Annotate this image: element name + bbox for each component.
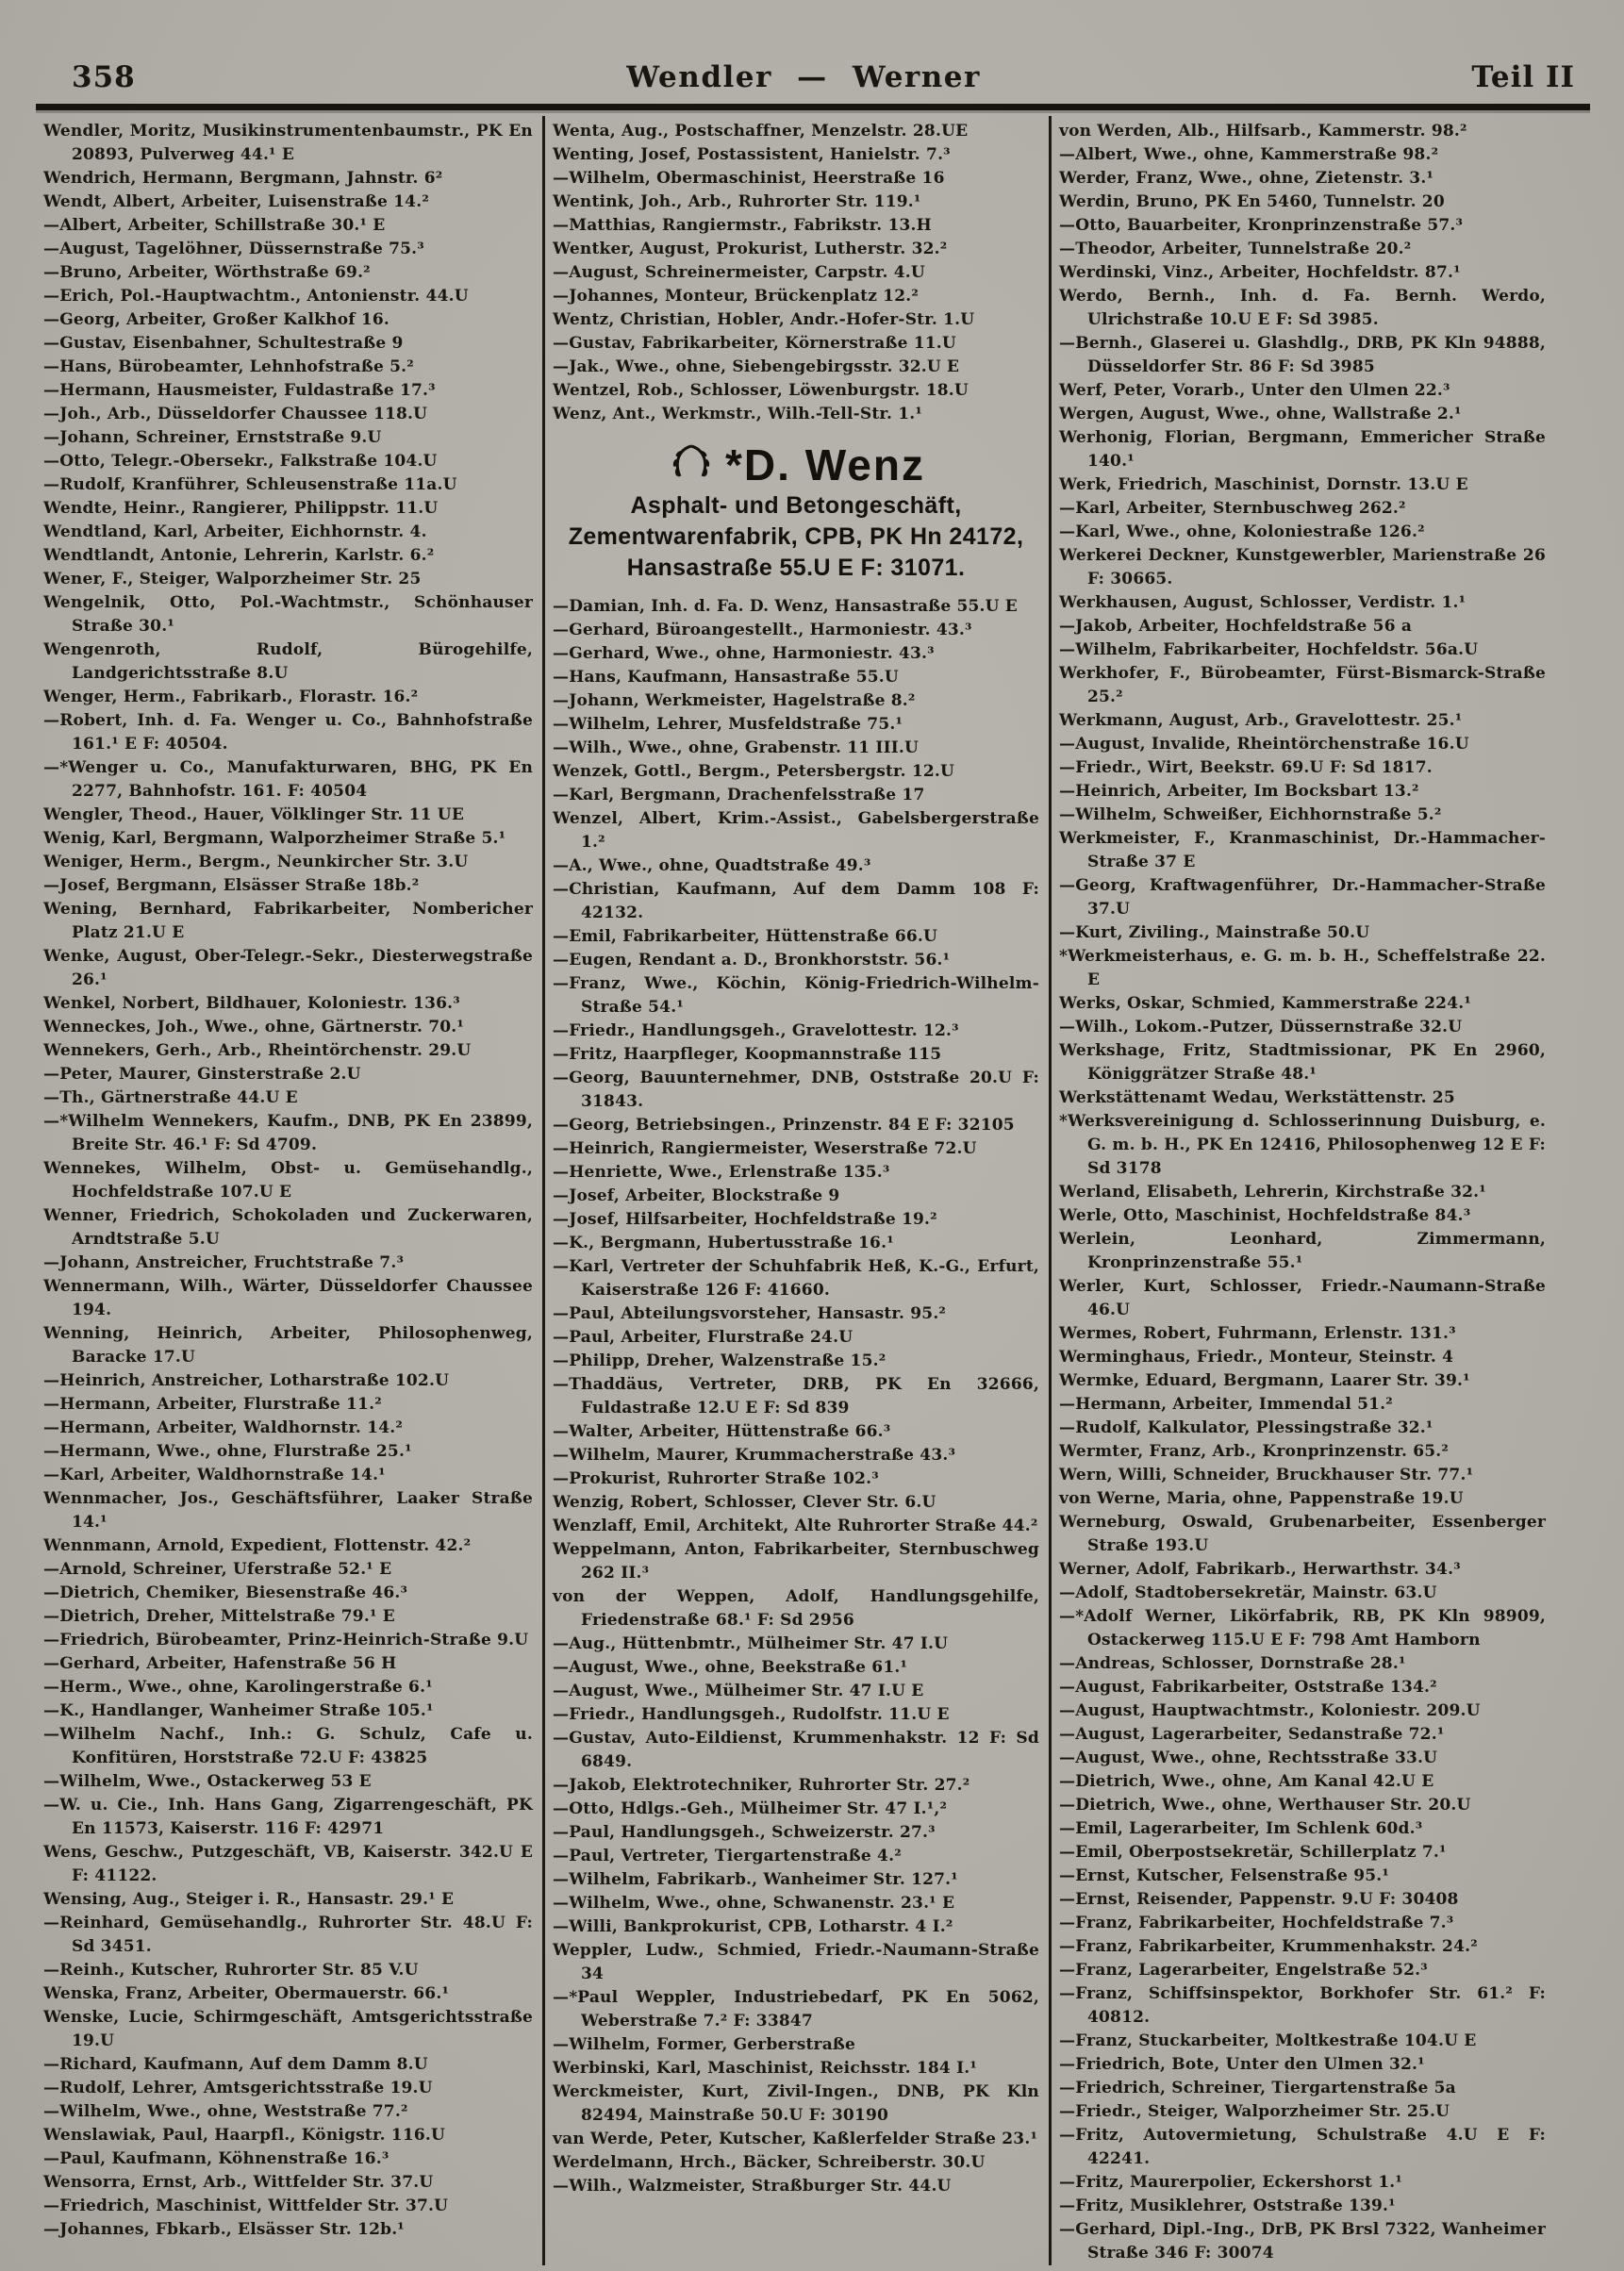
directory-entry: —Eugen, Rendant a. D., Bronkhorststr. 56.¹	[553, 951, 951, 970]
directory-entry: —Henriette, Wwe., Erlenstraße 135.³	[553, 1163, 890, 1182]
directory-entry: Werdelmann, Hrch., Bäcker, Schreiberstr. 30.U	[553, 2153, 986, 2172]
directory-entry: —Wilhelm, Former, Gerberstraße	[553, 2035, 856, 2054]
directory-entry: —Franz, Stuckarbeiter, Moltkestraße 104.U E	[1059, 2031, 1477, 2050]
directory-entry: —August, Schreinermeister, Carpstr. 4.U	[553, 263, 925, 282]
column-3	[1049, 116, 1555, 2265]
directory-entry: —Fritz, Haarpfleger, Koopmannstraße 115	[553, 1045, 942, 1064]
directory-entry: Wenslawiak, Paul, Haarpfl., Königstr. 116.U	[43, 2126, 446, 2145]
advert-d-wenz	[556, 439, 1036, 584]
directory-entry: Wenning, Heinrich, Arbeiter, Philosophenweg, Baracke 17.U	[43, 1324, 533, 1367]
directory-entry: —Wilhelm, Lehrer, Musfeldstraße 75.¹	[553, 715, 903, 734]
directory-entry: —Rudolf, Kranführer, Schleusenstraße 11a.U	[43, 475, 457, 494]
directory-entry: —*Wenger u. Co., Manufakturwaren, BHG, PK En 2277, Bahnhofstr. 161. F: 40504	[43, 758, 533, 801]
directory-entry: —Prokurist, Ruhrorter Straße 102.³	[553, 1469, 879, 1488]
directory-entry: —Kurt, Ziviling., Mainstraße 50.U	[1059, 923, 1370, 942]
directory-entry: —Heinrich, Rangiermeister, Weserstraße 72.U	[553, 1139, 977, 1158]
directory-entry: Wenger, Herm., Fabrikarb., Florastr. 16.²	[43, 688, 419, 706]
directory-entry: —August, Wwe., ohne, Rechtsstraße 33.U	[1059, 1749, 1438, 1767]
column-2-entries-bottom	[553, 595, 1039, 2198]
directory-entry: —Hermann, Wwe., ohne, Flurstraße 25.¹	[43, 1442, 412, 1461]
directory-entry: —August, Wwe., ohne, Beekstraße 61.¹	[553, 1658, 908, 1677]
directory-entry: Werder, Franz, Wwe., ohne, Zietenstr. 3.¹	[1059, 169, 1434, 188]
directory-entry: —August, Hauptwachtmstr., Koloniestr. 209.U	[1059, 1701, 1481, 1720]
directory-entry: —Wilh., Wwe., ohne, Grabenstr. 11 III.U	[553, 738, 920, 757]
column-1	[36, 116, 542, 2265]
directory-entry: Wenig, Karl, Bergmann, Walporzheimer Straße 5.¹	[43, 829, 506, 848]
directory-entry: Wermke, Eduard, Bergmann, Laarer Str. 39.¹	[1059, 1371, 1470, 1390]
advert-line: Zementwarenfabrik, CPB, PK Hn 24172,	[568, 523, 1024, 550]
directory-entry: —Franz, Fabrikarbeiter, Krummenhakstr. 24.²	[1059, 1937, 1478, 1956]
laurel-wreath-icon	[667, 440, 716, 489]
directory-entry: —August, Tagelöhner, Düssernstraße 75.³	[43, 240, 424, 258]
directory-entry: Wenske, Lucie, Schirmgeschäft, Amtsgerichtsstraße 19.U	[43, 2008, 533, 2050]
directory-entry: —Franz, Wwe., Köchin, König-Friedrich-Wilhelm-Straße 54.¹	[553, 974, 1039, 1017]
directory-entry: —Th., Gärtnerstraße 44.U E	[43, 1088, 298, 1107]
directory-entry: —Johann, Schreiner, Ernststraße 9.U	[43, 428, 382, 447]
directory-entry: —Albert, Arbeiter, Schillstraße 30.¹ E	[43, 216, 386, 235]
directory-entry: —August, Invalide, Rheintörchenstraße 16.U	[1059, 735, 1469, 754]
directory-entry: Werdin, Bruno, PK En 5460, Tunnelstr. 20	[1059, 192, 1445, 211]
directory-entry: —K., Handlanger, Wanheimer Straße 105.¹	[43, 1701, 434, 1720]
directory-entry: —Otto, Hdlgs.-Geh., Mülheimer Str. 47 I.¹,²	[553, 1799, 948, 1818]
directory-entry: —Paul, Abteilungsvorsteher, Hansastr. 95.²	[553, 1304, 947, 1323]
directory-entry: Wendt, Albert, Arbeiter, Luisenstraße 14.²	[43, 192, 429, 211]
directory-entry: —Wilhelm, Wwe., ohne, Weststraße 77.²	[43, 2102, 408, 2121]
column-3-entries	[1059, 120, 1546, 2265]
advert-title: *D. Wenz	[725, 440, 925, 489]
directory-entry: —August, Fabrikarbeiter, Oststraße 134.²	[1059, 1678, 1437, 1697]
directory-entry: —Otto, Telegr.-Obersekr., Falkstraße 104.U	[43, 452, 438, 471]
directory-entry: Wennekers, Gerh., Arb., Rheintörchenstr. 29.U	[43, 1041, 472, 1060]
directory-entry: —Wilhelm, Maurer, Krummacherstraße 43.³	[553, 1446, 956, 1465]
directory-entry: —Rudolf, Kalkulator, Plessingstraße 32.¹	[1059, 1418, 1433, 1437]
directory-entry: —Josef, Bergmann, Elsässer Straße 18b.²	[43, 876, 420, 895]
directory-entry: Werkerei Deckner, Kunstgewerbler, Marienstraße 26 F: 30665.	[1059, 546, 1546, 588]
directory-entry: —Bernh., Glaserei u. Glashdlg., DRB, PK Kln 94888, Düsseldorfer Str. 86 F: Sd 3985	[1059, 334, 1546, 376]
directory-entry: —August, Wwe., Mülheimer Str. 47 I.U E	[553, 1682, 924, 1700]
directory-entry: —Paul, Kaufmann, Köhnenstraße 16.³	[43, 2149, 389, 2168]
directory-entry: Werlein, Leonhard, Zimmermann, Kronprinzenstraße 55.¹	[1059, 1230, 1546, 1272]
directory-entry: Wennermann, Wilh., Wärter, Düsseldorfer Chaussee 194.	[43, 1277, 533, 1319]
directory-entry: —Albert, Wwe., ohne, Kammerstraße 98.²	[1059, 145, 1439, 164]
directory-entry: Wenkel, Norbert, Bildhauer, Koloniestr. 136.³	[43, 994, 460, 1013]
directory-entry: —Walter, Arbeiter, Hüttenstraße 66.³	[553, 1422, 891, 1441]
directory-entry: Wendte, Heinr., Rangierer, Philippstr. 11.U	[43, 499, 439, 518]
directory-entry: —Friedr., Wirt, Beekstr. 69.U F: Sd 1817.	[1059, 758, 1433, 777]
directory-entry: —Johann, Anstreicher, Fruchtstraße 7.³	[43, 1253, 405, 1272]
directory-entry: Werle, Otto, Maschinist, Hochfeldstraße 84.³	[1059, 1206, 1471, 1225]
directory-entry: Werler, Kurt, Schlosser, Friedr.-Naumann-Straße 46.U	[1059, 1277, 1546, 1319]
directory-entry: —Paul, Handlungsgeh., Schweizerstr. 27.³	[553, 1823, 936, 1842]
directory-entry: —Jakob, Arbeiter, Hochfeldstraße 56 a	[1059, 617, 1413, 636]
directory-entry: —August, Lagerarbeiter, Sedanstraße 72.¹	[1059, 1725, 1445, 1744]
directory-entry: —Richard, Kaufmann, Auf dem Damm 8.U	[43, 2055, 428, 2074]
directory-entry: Wentink, Joh., Arb., Ruhrorter Str. 119.¹	[553, 192, 921, 211]
directory-entry: —Dietrich, Dreher, Mittelstraße 79.¹ E	[43, 1607, 395, 1626]
directory-entry: Wening, Bernhard, Fabrikarbeiter, Nombericher Platz 21.U E	[43, 900, 533, 942]
directory-entry: —Josef, Hilfsarbeiter, Hochfeldstraße 19.²	[553, 1210, 937, 1229]
directory-entry: —Hermann, Hausmeister, Fuldastraße 17.³	[43, 381, 436, 400]
directory-entry: —Emil, Fabrikarbeiter, Hüttenstraße 66.U	[553, 927, 938, 946]
directory-entry: Werckmeister, Kurt, Zivil-Ingen., DNB, PK Kln 82494, Mainstraße 50.U F: 30190	[553, 2082, 1039, 2125]
directory-entry: —Otto, Bauarbeiter, Kronprinzenstraße 57.³	[1059, 216, 1464, 235]
directory-entry: —Robert, Inh. d. Fa. Wenger u. Co., Bahnhofstraße 161.¹ E F: 40504.	[43, 711, 533, 754]
directory-entry: —Georg, Bauunternehmer, DNB, Oststraße 20.U F: 31843.	[553, 1069, 1039, 1111]
directory-entry: —Hermann, Arbeiter, Waldhornstr. 14.²	[43, 1418, 403, 1437]
directory-entry: Werf, Peter, Vorarb., Unter den Ulmen 22.³	[1059, 381, 1450, 400]
directory-entry: Werk, Friedrich, Maschinist, Dornstr. 13.U E	[1059, 475, 1468, 494]
directory-entry: —Wilhelm, Fabrikarbeiter, Hochfeldstr. 56a.U	[1059, 640, 1479, 659]
directory-entry: Werdo, Bernh., Inh. d. Fa. Bernh. Werdo, Ulrichstraße 10.U E F: Sd 3985.	[1059, 287, 1546, 329]
directory-entry: von Werden, Alb., Hilfsarb., Kammerstr. 98.²	[1059, 122, 1467, 141]
directory-entry: —A., Wwe., ohne, Quadtstraße 49.³	[553, 856, 871, 875]
directory-entry: —Jakob, Elektrotechniker, Ruhrorter Str. 27.²	[553, 1776, 970, 1795]
directory-entry: —Dietrich, Wwe., ohne, Am Kanal 42.U E	[1059, 1772, 1434, 1791]
directory-entry: —Hans, Bürobeamter, Lehnhofstraße 5.²	[43, 357, 414, 376]
directory-entry: Wentker, August, Prokurist, Lutherstr. 32.²	[553, 240, 948, 258]
directory-entry: —Dietrich, Wwe., ohne, Werthauser Str. 20.U	[1059, 1796, 1471, 1815]
directory-entry: —Peter, Maurer, Ginsterstraße 2.U	[43, 1065, 361, 1084]
directory-entry: Wenzel, Albert, Krim.-Assist., Gabelsbergerstraße 1.²	[553, 809, 1039, 852]
directory-entry: —Johann, Werkmeister, Hagelstraße 8.²	[553, 691, 916, 710]
directory-entry: Werkmeister, F., Kranmaschinist, Dr.-Hammacher-Straße 37 E	[1059, 829, 1546, 871]
directory-entry: —Gustav, Eisenbahner, Schultestraße 9	[43, 334, 404, 353]
directory-entry: —Heinrich, Anstreicher, Lotharstraße 102.U	[43, 1371, 450, 1390]
directory-entry: —Friedr., Steiger, Walporzheimer Str. 25.U	[1059, 2102, 1450, 2121]
directory-entry: Wenta, Aug., Postschaffner, Menzelstr. 28.UE	[553, 122, 969, 141]
directory-entry: —Arnold, Schreiner, Uferstraße 52.¹ E	[43, 1560, 392, 1579]
directory-entry: von der Weppen, Adolf, Handlungsgehilfe, Friedenstraße 68.¹ F: Sd 2956	[553, 1587, 1039, 1630]
directory-entry: Wener, F., Steiger, Walporzheimer Str. 25	[43, 570, 422, 588]
directory-entry: —Franz, Fabrikarbeiter, Hochfeldstraße 7.³	[1059, 1914, 1454, 1932]
directory-entry: —Georg, Betriebsingen., Prinzenstr. 84 E F: 32105	[553, 1116, 1015, 1135]
page-title: Wendler — Werner	[626, 60, 981, 94]
directory-entry: Werkhausen, August, Schlosser, Verdistr. 1.¹	[1059, 593, 1467, 612]
directory-entry: —Friedrich, Maschinist, Wittfelder Str. 37.U	[43, 2196, 449, 2215]
page-header	[36, 34, 1590, 104]
directory-entry: —Karl, Arbeiter, Waldhornstraße 14.¹	[43, 1466, 386, 1484]
directory-entry: —Wilhelm, Fabrikarb., Wanheimer Str. 127.¹	[553, 1870, 958, 1889]
directory-entry: —Franz, Lagerarbeiter, Engelstraße 52.³	[1059, 1961, 1428, 1980]
directory-entry: —Hermann, Arbeiter, Flurstraße 11.²	[43, 1395, 382, 1414]
header-rule	[36, 104, 1590, 110]
directory-entry: Wendtlandt, Antonie, Lehrerin, Karlstr. 6.²	[43, 546, 435, 565]
directory-entry: Wens, Geschw., Putzgeschäft, VB, Kaiserstr. 342.U E F: 41122.	[43, 1843, 533, 1885]
directory-entry: —Herm., Wwe., ohne, Karolingerstraße 6.¹	[43, 1678, 433, 1697]
directory-entry: —Reinh., Kutscher, Ruhrorter Str. 85 V.U	[43, 1961, 419, 1980]
directory-entry: Werneburg, Oswald, Grubenarbeiter, Essenberger Straße 193.U	[1059, 1513, 1546, 1555]
directory-entry: —Emil, Oberpostsekretär, Schillerplatz 7.¹	[1059, 1843, 1447, 1862]
directory-entry: —Georg, Arbeiter, Großer Kalkhof 16.	[43, 310, 390, 329]
directory-entry: —Fritz, Maurerpolier, Eckershorst 1.¹	[1059, 2173, 1402, 2192]
directory-entry: —Karl, Wwe., ohne, Koloniestraße 126.²	[1059, 522, 1425, 541]
directory-entry: —Josef, Arbeiter, Blockstraße 9	[553, 1186, 840, 1205]
directory-entry: Wennmann, Arnold, Expedient, Flottenstr. 42.²	[43, 1536, 472, 1555]
advert-line: Hansastraße 55.U E F: 31071.	[626, 555, 966, 581]
directory-entry: —Thaddäus, Vertreter, DRB, PK En 32666, Fuldastraße 12.U E F: Sd 839	[553, 1375, 1039, 1417]
directory-entry: Wensorra, Ernst, Arb., Wittfelder Str. 37.U	[43, 2173, 434, 2192]
advert-line: Asphalt- und Betongeschäft,	[630, 492, 962, 519]
directory-columns	[36, 116, 1590, 2265]
column-1-entries	[43, 120, 533, 2242]
directory-entry: —Christian, Kaufmann, Auf dem Damm 108 F: 42132.	[553, 880, 1039, 922]
directory-entry: —W. u. Cie., Inh. Hans Gang, Zigarrengeschäft, PK En 11573, Kaiserstr. 116 F: 42971	[43, 1796, 533, 1838]
directory-entry: Wensing, Aug., Steiger i. R., Hansastr. 29.¹ E	[43, 1890, 455, 1909]
column-2-entries-top	[553, 120, 1039, 426]
directory-entry: —Ernst, Kutscher, Felsenstraße 95.¹	[1059, 1866, 1390, 1885]
scanned-page	[36, 34, 1590, 2263]
directory-entry: —Hans, Kaufmann, Hansastraße 55.U	[553, 668, 899, 687]
directory-entry: —Johannes, Monteur, Brückenplatz 12.²	[553, 287, 919, 306]
directory-entry: von Werne, Maria, ohne, Pappenstraße 19.U	[1059, 1489, 1464, 1508]
directory-entry: Werdinski, Vinz., Arbeiter, Hochfeldstr. 87.¹	[1059, 263, 1461, 282]
directory-entry: Werkmann, August, Arb., Gravelottestr. 25.¹	[1059, 711, 1463, 730]
directory-entry: —Wilhelm, Schweißer, Eichhornstraße 5.²	[1059, 805, 1442, 824]
directory-entry: *Werkmeisterhaus, e. G. m. b. H., Scheffelstraße 22. E	[1059, 947, 1546, 989]
directory-entry: —*Paul Weppler, Industriebedarf, PK En 5062, Weberstraße 7.² F: 33847	[553, 1988, 1039, 2031]
directory-entry: Werner, Adolf, Fabrikarb., Herwarthstr. 34.³	[1059, 1560, 1461, 1579]
directory-entry: Wenska, Franz, Arbeiter, Obermauerstr. 66.¹	[43, 1984, 450, 2003]
directory-entry: Werbinski, Karl, Maschinist, Reichsstr. 184 I.¹	[553, 2059, 977, 2078]
directory-entry: —Hermann, Arbeiter, Immendal 51.²	[1059, 1395, 1393, 1414]
directory-entry: Wentz, Christian, Hobler, Andr.-Hofer-Str. 1.U	[553, 310, 975, 329]
directory-entry: Werkshage, Fritz, Stadtmissionar, PK En 2960, Königgrätzer Straße 48.¹	[1059, 1041, 1546, 1084]
directory-entry: —*Adolf Werner, Likörfabrik, RB, PK Kln 98909, Ostackerweg 115.U E F: 798 Amt Hamborn	[1059, 1607, 1546, 1649]
column-2	[542, 116, 1049, 2265]
directory-entry: Wennekes, Wilhelm, Obst- u. Gemüsehandlg., Hochfeldstraße 107.U E	[43, 1159, 533, 1202]
directory-entry: —Damian, Inh. d. Fa. D. Wenz, Hansastraße 55.U E	[553, 597, 1018, 616]
directory-entry: Wermter, Franz, Arb., Kronprinzenstr. 65.²	[1059, 1442, 1450, 1461]
directory-entry: Werland, Elisabeth, Lehrerin, Kirchstraße 32.¹	[1059, 1183, 1486, 1202]
directory-entry: Wengler, Theod., Hauer, Völklinger Str. 11 UE	[43, 805, 464, 824]
directory-entry: —Joh., Arb., Düsseldorfer Chaussee 118.U	[43, 405, 428, 423]
directory-entry: —Friedr., Handlungsgeh., Gravelottestr. 12.³	[553, 1021, 959, 1040]
directory-entry: Werhonig, Florian, Bergmann, Emmericher Straße 140.¹	[1059, 428, 1546, 471]
directory-entry: Wenzek, Gottl., Bergm., Petersbergstr. 12.U	[553, 762, 955, 781]
directory-entry: Wennmacher, Jos., Geschäftsführer, Laaker Straße 14.¹	[43, 1489, 533, 1532]
directory-entry: —Karl, Vertreter der Schuhfabrik Heß, K.-G., Erfurt, Kaiserstraße 126 F: 41660.	[553, 1257, 1039, 1300]
directory-entry: Wengelnik, Otto, Pol.-Wachtmstr., Schönhauser Straße 30.¹	[43, 593, 533, 636]
directory-entry: —Karl, Bergmann, Drachenfelsstraße 17	[553, 786, 925, 804]
directory-entry: Wenner, Friedrich, Schokoladen und Zuckerwaren, Arndtstraße 5.U	[43, 1206, 533, 1249]
directory-entry: Werkhofer, F., Bürobeamter, Fürst-Bismarck-Straße 25.²	[1059, 664, 1546, 706]
directory-entry: —Wilhelm, Wwe., Ostackerweg 53 E	[43, 1772, 372, 1791]
directory-entry: —Reinhard, Gemüsehandlg., Ruhrorter Str. 48.U F: Sd 3451.	[43, 1914, 533, 1956]
directory-entry: —Rudolf, Lehrer, Amtsgerichtsstraße 19.U	[43, 2079, 433, 2097]
directory-entry: *Werksvereinigung d. Schlosserinnung Duisburg, e. G. m. b. H., PK En 12416, Philosophenweg 12 E F: Sd 3178	[1059, 1112, 1546, 1178]
directory-entry: —Fritz, Musiklehrer, Oststraße 139.¹	[1059, 2196, 1396, 2215]
directory-entry: Wermes, Robert, Fuhrmann, Erlenstr. 131.³	[1059, 1324, 1456, 1343]
directory-entry: —Jak., Wwe., ohne, Siebengebirgsstr. 32.U E	[553, 357, 960, 376]
directory-entry: —Wilh., Walzmeister, Straßburger Str. 44.U	[553, 2177, 952, 2196]
advert-lines	[556, 490, 1036, 584]
directory-entry: —Georg, Kraftwagenführer, Dr.-Hammacher-Straße 37.U	[1059, 876, 1546, 919]
directory-entry: —Karl, Arbeiter, Sternbuschweg 262.²	[1059, 499, 1406, 518]
directory-entry: —Gustav, Auto-Eildienst, Krummenhakstr. 12 F: Sd 6849.	[553, 1729, 1039, 1771]
page-number: 358	[72, 60, 136, 94]
directory-entry: —Adolf, Stadtobersekretär, Mainstr. 63.U	[1059, 1583, 1437, 1602]
directory-entry: Weppler, Ludw., Schmied, Friedr.-Naumann-Straße 34	[553, 1941, 1039, 1983]
directory-entry: —Wilhelm, Wwe., ohne, Schwanenstr. 23.¹ E	[553, 1894, 955, 1913]
directory-entry: Wenz, Ant., Werkmstr., Wilh.-Tell-Str. 1.¹	[553, 405, 923, 423]
directory-entry: Weniger, Herm., Bergm., Neunkircher Str. 3.U	[43, 853, 469, 871]
directory-entry: —Ernst, Reisender, Pappenstr. 9.U F: 30408	[1059, 1890, 1459, 1909]
directory-entry: Wendrich, Hermann, Bergmann, Jahnstr. 6²	[43, 169, 443, 188]
directory-entry: —Theodor, Arbeiter, Tunnelstraße 20.²	[1059, 240, 1412, 258]
directory-entry: —Heinrich, Arbeiter, Im Bocksbart 13.²	[1059, 782, 1419, 801]
directory-entry: Wendtland, Karl, Arbeiter, Eichhornstr. 4.	[43, 522, 427, 541]
directory-entry: —Wilh., Lokom.-Putzer, Düssernstraße 32.U	[1059, 1018, 1463, 1036]
directory-entry: —Wilhelm Nachf., Inh.: G. Schulz, Cafe u. Konfitüren, Horststraße 72.U F: 43825	[43, 1725, 533, 1767]
directory-entry: —Gustav, Fabrikarbeiter, Körnerstraße 11.U	[553, 334, 956, 353]
directory-entry: —Erich, Pol.-Hauptwachtm., Antonienstr. 44.U	[43, 287, 469, 306]
directory-entry: Wenzlaff, Emil, Architekt, Alte Ruhrorter Straße 44.²	[553, 1517, 1038, 1535]
directory-entry: —Friedr., Handlungsgeh., Rudolfstr. 11.U E	[553, 1705, 950, 1724]
advert-header	[556, 439, 1036, 490]
part-label: Teil II	[1471, 60, 1575, 94]
directory-entry: Wern, Willi, Schneider, Bruckhauser Str. 77.¹	[1059, 1466, 1474, 1484]
directory-entry: —K., Bergmann, Hubertusstraße 16.¹	[553, 1234, 894, 1252]
directory-entry: Weppelmann, Anton, Fabrikarbeiter, Sternbuschweg 262 II.³	[553, 1540, 1039, 1583]
directory-entry: van Werde, Peter, Kutscher, Kaßlerfelder Straße 23.¹	[553, 2130, 1038, 2148]
directory-entry: —Gerhard, Dipl.-Ing., DrB, PK Brsl 7322, Wanheimer Straße 346 F: 30074	[1059, 2220, 1547, 2263]
directory-entry: —Dietrich, Chemiker, Biesenstraße 46.³	[43, 1583, 408, 1602]
directory-entry: Werminghaus, Friedr., Monteur, Steinstr. 4	[1059, 1348, 1454, 1367]
directory-entry: —Johannes, Fbkarb., Elsässer Str. 12b.¹	[43, 2220, 405, 2239]
directory-entry: Wergen, August, Wwe., ohne, Wallstraße 2.¹	[1059, 405, 1462, 423]
directory-entry: Wengenroth, Rudolf, Bürogehilfe, Landgerichtsstraße 8.U	[43, 640, 533, 683]
directory-entry: —Bruno, Arbeiter, Wörthstraße 69.²	[43, 263, 371, 282]
directory-entry: Wenke, August, Ober-Telegr.-Sekr., Diesterwegstraße 26.¹	[43, 947, 533, 989]
directory-entry: —Franz, Schiffsinspektor, Borkhofer Str. 61.² F: 40812.	[1059, 1984, 1546, 2027]
directory-entry: Wentzel, Rob., Schlosser, Löwenburgstr. 18.U	[553, 381, 969, 400]
directory-entry: —Friedrich, Schreiner, Tiergartenstraße 5a	[1059, 2079, 1456, 2097]
directory-entry: —Philipp, Dreher, Walzenstraße 15.²	[553, 1351, 887, 1370]
directory-entry: —Gerhard, Wwe., ohne, Harmoniestr. 43.³	[553, 644, 935, 663]
directory-entry: Wendler, Moritz, Musikinstrumentenbaumstr., PK En 20893, Pulverweg 44.¹ E	[43, 122, 533, 164]
directory-entry: —Aug., Hüttenbmtr., Mülheimer Str. 47 I.U	[553, 1634, 949, 1653]
directory-entry: —Paul, Vertreter, Tiergartenstraße 4.²	[553, 1847, 902, 1865]
directory-entry: Werkstättenamt Wedau, Werkstättenstr. 25	[1059, 1088, 1455, 1107]
directory-entry: —Andreas, Schlosser, Dornstraße 28.¹	[1059, 1654, 1406, 1673]
directory-entry: Wenting, Josef, Postassistent, Hanielstr. 7.³	[553, 145, 951, 164]
directory-entry: —Friedrich, Bürobeamter, Prinz-Heinrich-Straße 9.U	[43, 1631, 529, 1649]
directory-entry: —Gerhard, Büroangestellt., Harmoniestr. 43.³	[553, 621, 972, 639]
directory-entry: —*Wilhelm Wennekers, Kaufm., DNB, PK En 23899, Breite Str. 46.¹ F: Sd 4709.	[43, 1112, 533, 1154]
directory-entry: —Gerhard, Arbeiter, Hafenstraße 56 H	[43, 1654, 397, 1673]
directory-entry: —Emil, Lagerarbeiter, Im Schlenk 60d.³	[1059, 1819, 1423, 1838]
directory-entry: —Friedrich, Bote, Unter den Ulmen 32.¹	[1059, 2055, 1425, 2074]
directory-entry: —Paul, Arbeiter, Flurstraße 24.U	[553, 1328, 853, 1347]
directory-entry: —Willi, Bankprokurist, CPB, Lotharstr. 4 I.²	[553, 1917, 953, 1936]
directory-entry: —Matthias, Rangiermstr., Fabrikstr. 13.H	[553, 216, 932, 235]
directory-entry: Werks, Oskar, Schmied, Kammerstraße 224.¹	[1059, 994, 1472, 1013]
directory-entry: —Fritz, Autovermietung, Schulstraße 4.U E F: 42241.	[1059, 2126, 1546, 2168]
directory-entry: —Wilhelm, Obermaschinist, Heerstraße 16	[553, 169, 945, 188]
directory-entry: Wenneckes, Joh., Wwe., ohne, Gärtnerstr. 70.¹	[43, 1018, 465, 1036]
directory-entry: Wenzig, Robert, Schlosser, Clever Str. 6.U	[553, 1493, 936, 1512]
